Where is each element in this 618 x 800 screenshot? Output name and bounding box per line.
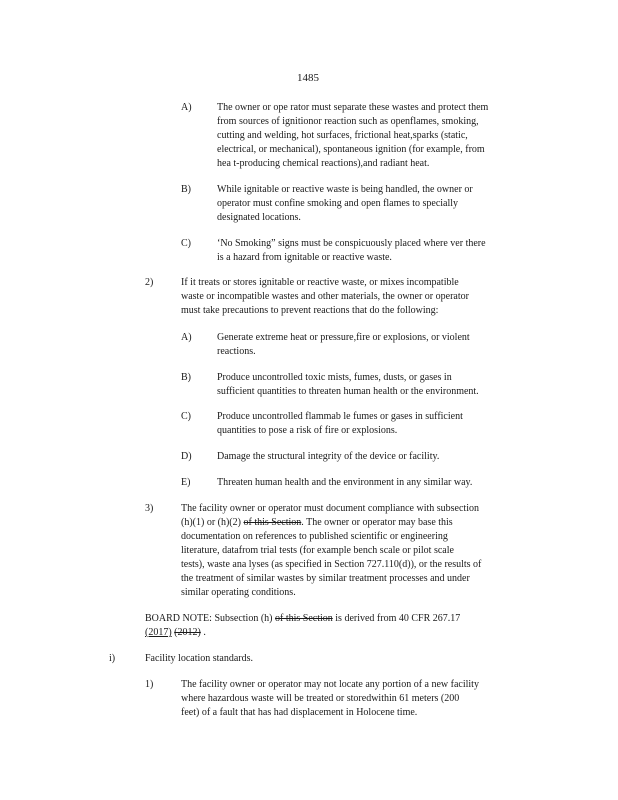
item-label-2c: C) xyxy=(181,411,191,422)
text-line: hea t-producing chemical reactions),and radiant heat. xyxy=(217,158,430,169)
deleted-text: of this Section xyxy=(243,517,302,528)
text-line: sufficient quantities to threaten human health or the environment. xyxy=(217,386,479,397)
item-label-3: 3) xyxy=(145,503,154,514)
text-line: the treatment of similar wastes by similar treatment processes and under xyxy=(181,573,470,584)
text-segment: is derived from 40 CFR 267.17 xyxy=(332,613,461,624)
text-line: tests), waste ana lyses (as specified in Section 727.110(d)), or the results of xyxy=(181,559,482,570)
item-text-c xyxy=(217,237,486,265)
text-line: feet) of a fault that has had displacement in Holocene time. xyxy=(181,707,418,718)
item-label-b: B) xyxy=(181,184,191,195)
text-line: literature, datafrom trial tests (for example bench scale or pilot scale xyxy=(181,545,454,556)
text-line: ‘No Smoking” signs must be conspicuously placed where ver there xyxy=(217,238,486,249)
text-line: similar operating conditions. xyxy=(181,587,296,598)
board-note xyxy=(145,612,460,640)
text-line: Damage the structural integrity of the device or facility. xyxy=(217,451,440,462)
text-line: The owner or ope rator must separate these wastes and protect them xyxy=(217,102,489,113)
item-text-2d xyxy=(217,450,439,464)
text-segment: . The owner or operator may base this xyxy=(301,517,453,528)
text-line: If it treats or stores ignitable or reactive waste, or mixes incompatible xyxy=(181,277,459,288)
item-text-2b xyxy=(217,371,479,399)
text-line: waste or incompatible wastes and other materials, the owner or operator xyxy=(181,291,469,302)
item-label-2e: E) xyxy=(181,477,191,488)
text-line: electrical, or mechanical), spontaneous ignition (for example, from xyxy=(217,144,485,155)
item-label-2d: D) xyxy=(181,451,192,462)
text-line: cutting and welding, hot surfaces, frictional heat,sparks (static, xyxy=(217,130,468,141)
deleted-text: (2012) xyxy=(174,627,201,638)
inserted-text: (2017) xyxy=(145,627,172,638)
text-segment: . xyxy=(203,627,206,638)
item-label-a: A) xyxy=(181,102,192,113)
text-line: The facility owner or operator must document compliance with subsection xyxy=(181,503,479,514)
item-label-2b: B) xyxy=(181,372,191,383)
item-text-2 xyxy=(181,276,469,318)
text-line: Threaten human health and the environment in any similar way. xyxy=(217,477,473,488)
item-text-2c xyxy=(217,410,463,438)
text-line xyxy=(145,612,460,626)
text-line: must take precautions to prevent reactions that do the following: xyxy=(181,305,439,316)
item-text-i xyxy=(145,652,253,666)
item-label-c: C) xyxy=(181,238,191,249)
text-line: Generate extreme heat or pressure,fire or explosions, or violent xyxy=(217,332,470,343)
text-line: Produce uncontrolled toxic mists, fumes, dusts, or gases in xyxy=(217,372,452,383)
text-line: reactions. xyxy=(217,346,256,357)
text-line: where hazardous waste will be treated or storedwithin 61 meters (200 xyxy=(181,693,460,704)
item-text-b xyxy=(217,183,473,225)
text-line: is a hazard from ignitable or reactive waste. xyxy=(217,252,392,263)
text-line: documentation on references to published scientific or engineering xyxy=(181,531,448,542)
text-line: from sources of ignitionor reaction such as openflames, smoking, xyxy=(217,116,479,127)
page-number: 1485 xyxy=(297,72,319,84)
item-text-i1 xyxy=(181,678,479,720)
item-text-2a xyxy=(217,331,470,359)
text-segment: BOARD NOTE: Subsection (h) xyxy=(145,613,275,624)
item-label-i1: 1) xyxy=(145,679,154,690)
item-text-2e xyxy=(217,476,472,490)
section-heading: Facility location standards. xyxy=(145,653,254,664)
text-segment: (h)(1) or (h)(2) xyxy=(181,517,244,528)
item-label-2a: A) xyxy=(181,332,192,343)
text-line xyxy=(145,626,460,640)
text-line: quantities to pose a risk of fire or explosions. xyxy=(217,425,398,436)
item-label-2: 2) xyxy=(145,277,154,288)
text-line: designated locations. xyxy=(217,212,301,223)
item-text-3 xyxy=(181,502,481,600)
text-line: Produce uncontrolled flammab le fumes or gases in sufficient xyxy=(217,411,463,422)
text-line: While ignitable or reactive waste is being handled, the owner or xyxy=(217,184,473,195)
text-line xyxy=(181,516,481,530)
item-text-a xyxy=(217,101,488,171)
text-line: operator must confine smoking and open flames to specially xyxy=(217,198,459,209)
deleted-text: of this Section xyxy=(275,613,333,624)
text-line: The facility owner or operator may not locate any portion of a new facility xyxy=(181,679,479,690)
item-label-i: i) xyxy=(109,653,116,664)
